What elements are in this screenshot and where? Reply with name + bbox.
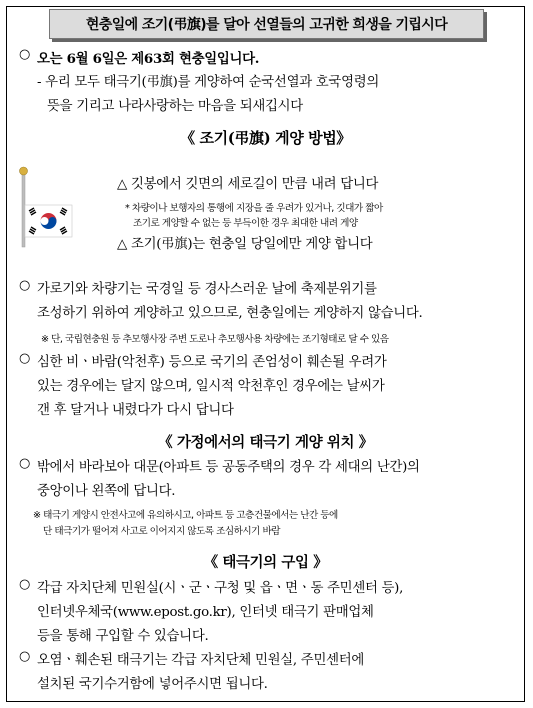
weather-section bbox=[19, 351, 518, 423]
half-mast-note-2: 조기로 게양할 수 없는 등 부득이한 경우 최대한 내려 게양 bbox=[133, 218, 358, 229]
half-mast-note-1: * 차량이나 보행자의 통행에 지장을 줄 우려가 있거나, 깃대가 짧아 bbox=[125, 203, 383, 214]
half-mast-flag-icon bbox=[17, 165, 77, 249]
title-banner bbox=[49, 9, 484, 39]
intro-line-1: 오는 6월 6일은 제63회 현충일입니다. bbox=[37, 51, 260, 67]
intro-line-3: 뜻을 기리고 나라사랑하는 마음을 되새깁시다 bbox=[47, 99, 303, 114]
home-note-2: 단 태극기가 떨어져 사고로 이어지지 않도록 조심하시기 바람 bbox=[43, 526, 281, 537]
section-title-purchase: 《 태극기의 구입 》 bbox=[203, 555, 328, 571]
disposal-line-1: 오염ㆍ훼손된 태극기는 각급 자치단체 민원실, 주민센터에 bbox=[37, 653, 364, 668]
street-line-1: 가로기와 차량기는 국경일 등 경사스러운 날에 축제분위기를 bbox=[37, 282, 377, 297]
section-title-half-mast: 《 조기(弔旗) 게양 방법》 bbox=[180, 129, 351, 147]
half-mast-item-1: △ 깃봉에서 깃면의 세로길이 만큼 내려 답니다 bbox=[117, 177, 379, 192]
weather-line-3: 갠 후 달거나 내렸다가 다시 답니다 bbox=[37, 403, 234, 418]
purchase-section bbox=[19, 577, 518, 697]
home-note-1: ※ 태극기 게양시 안전사고에 유의하시고, 아파트 등 고층건물에서는 난간 등에 bbox=[33, 510, 338, 521]
notice-page bbox=[6, 6, 525, 702]
home-line-2: 중앙이나 왼쪽에 답니다. bbox=[37, 484, 176, 499]
weather-line-1: 심한 비ㆍ바람(악천후) 등으로 국기의 존엄성이 훼손될 우려가 bbox=[37, 355, 387, 370]
bullet: ○ bbox=[19, 351, 31, 366]
weather-line-2: 있는 경우에는 달지 않으며, 일시적 악천후인 경우에는 날씨가 bbox=[37, 379, 385, 394]
street-note: ※ 단, 국립현충원 등 추모행사장 주변 도로나 추모행사용 차량에는 조기형태로 달 수 있음 bbox=[41, 334, 389, 345]
intro-section bbox=[19, 47, 518, 119]
purchase-line-3: 등을 통해 구입할 수 있습니다. bbox=[37, 629, 209, 644]
half-mast-item-2: △ 조기(弔旗)는 현충일 당일에만 게양 합니다 bbox=[117, 237, 373, 252]
home-position-section bbox=[19, 456, 518, 504]
intro-line-2: - 우리 모두 태극기(弔旗)를 게양하여 순국선열과 호국영령의 bbox=[37, 75, 379, 90]
street-line-2: 조성하기 위하여 게양하고 있으므로, 현충일에는 게양하지 않습니다. bbox=[37, 306, 423, 321]
home-line-1: 밖에서 바라보아 대문(아파트 등 공동주택의 경우 각 세대의 난간)의 bbox=[37, 460, 420, 475]
section-title-home-position: 《 가정에서의 태극기 게양 위치 》 bbox=[158, 435, 373, 451]
bullet: ○ bbox=[19, 456, 31, 471]
banner-title: 현충일에 조기(弔旗)를 달아 선열들의 고귀한 희생을 기립시다 bbox=[85, 17, 448, 33]
street-flag-section bbox=[19, 278, 518, 326]
bullet: ○ bbox=[19, 577, 31, 592]
purchase-line-1: 각급 자치단체 민원실(시ㆍ군ㆍ구청 및 읍ㆍ면ㆍ동 주민센터 등), bbox=[37, 581, 404, 596]
bullet: ○ bbox=[19, 47, 31, 62]
disposal-line-2: 설치된 국기수거함에 넣어주시면 됩니다. bbox=[37, 677, 268, 692]
purchase-line-2: 인터넷우체국(www.epost.go.kr), 인터넷 태극기 판매업체 bbox=[37, 605, 374, 620]
bullet: ○ bbox=[19, 278, 31, 293]
bullet: ○ bbox=[19, 649, 31, 664]
